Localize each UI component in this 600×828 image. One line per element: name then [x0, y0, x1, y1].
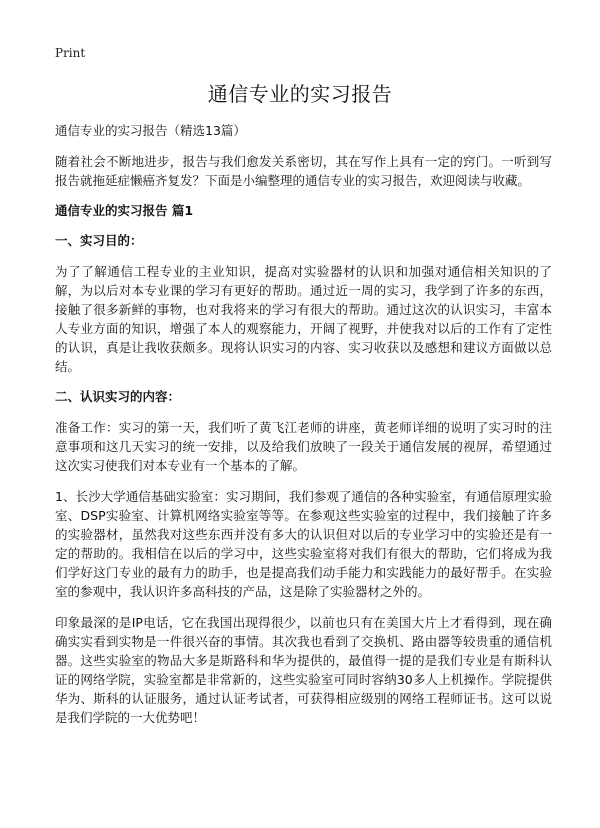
preparation-paragraph: 准备工作：实习的第一天，我们听了黄飞江老师的讲座，黄老师详细的说明了实习时的注意事项和这几天实习的统一安排，以及给我们放映了一段关于通信发展的视屏，希望通过这次实习使我们对本专业有一个基本的了解。 [55, 420, 552, 473]
intro-paragraph: 随着社会不断地进步，报告与我们愈发关系密切，其在写作上具有一定的窍门。一听到写报告就拖延症懒癌齐复发？下面是小编整理的通信专业的实习报告，欢迎阅读与收藏。 [55, 154, 552, 188]
article-heading: 通信专业的实习报告 篇1 [55, 203, 194, 218]
purpose-paragraph: 为了了解通信工程专业的主业知识，提高对实验器材的认识和加强对通信相关知识的了解，为以后对本专业课的学习有更好的帮助。通过近一周的实习，我学到了许多的东西，接触了很多新鲜的事物，也对我将来的学习有很大的帮助。通过这次的认识实习，丰富本人专业方面的知识，增强了本人的观察能力，开阔了视野，并使我对以后的工作有了定性的认识，真是让我收获颇多。现将认识实习的内容、实习收获以及感想和建议方面做以总结。 [55, 264, 552, 374]
print-label[interactable]: Print [55, 46, 86, 60]
section-heading-content: 二、认识实习的内容： [55, 389, 181, 404]
impression-paragraph: 印象最深的是IP电话，它在我国出现得很少，以前也只有在美国大片上才看得到，现在确确实实看到实物是一件很兴奋的事情。其次我也看到了交换机、路由器等较贵重的通信机器。这些实验室的物品大多是斯路科和华为提供的，最值得一提的是我们专业是有斯科认证的网络学院，实验室都是非常新的，这些实验室可同时容纳30多人上机操作。学院提供华为、斯科的认证服务，通过认证考试者，可获得相应级别的网络工程师证书。这可以说是我们学院的一大优势吧！ [55, 615, 552, 725]
lab-visit-paragraph: 1、长沙大学通信基础实验室：实习期间，我们参观了通信的各种实验室，有通信原理实验室、DSP实验室、计算机网络实验室等等。在参观这些实验室的过程中，我们接触了许多的实验器材，虽然我对这些东西并没有多大的认识但对以后的专业学习中的实验还是有一定的帮助的。我相信在以后的学习中，这些实验室将对我们有很大的帮助，它们将成为我们学好这门专业的最有力的助手，也是提高我们动手能力和实践能力的最好帮手。在实验室的参观中，我认识许多高科技的产品，这是除了实验器材之外的。 [55, 489, 552, 599]
document-subtitle: 通信专业的实习报告（精选13篇） [55, 123, 246, 138]
page-title: 通信专业的实习报告 [207, 82, 393, 106]
section-heading-purpose: 一、实习目的： [55, 233, 143, 248]
document-body [55, 122, 552, 739]
